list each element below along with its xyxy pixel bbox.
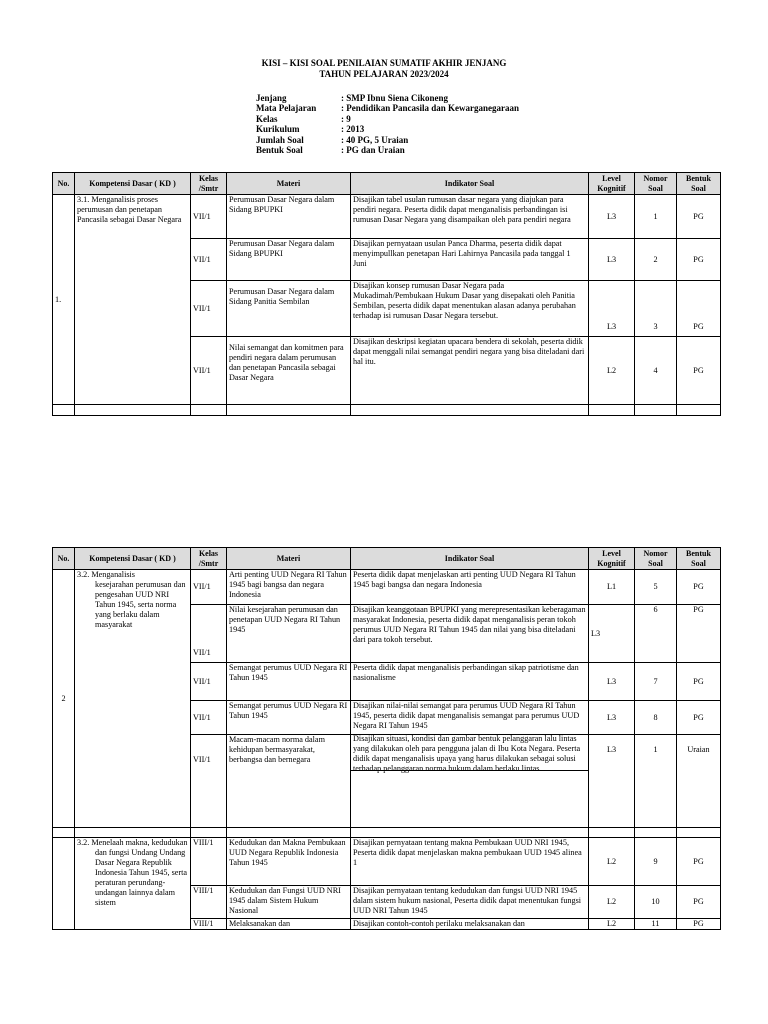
- kelas-cell: VII/1: [191, 570, 227, 605]
- level-cell: L2: [589, 838, 635, 886]
- indikator-cell: Peserta didik dapat menganalisis perbandingan sikap patriotisme dan nasionalisme: [351, 663, 589, 701]
- kd-cell: 3.1. Menganalisis proses perumusan dan penetapan Pancasila sebagai Dasar Negara: [75, 195, 191, 405]
- indikator-cell: Disajikan situasi, kondisi dan gambar bentuk pelanggaran lalu lintas yang dilakukan oleh para pengguna jalan di Ibu Kota Negara. Peserta didik dapat menganalisis upaya yang harus dilakukan sebagai solusi terhadap pelanggaran norma hukum dalam berlaku lintas.: [351, 771, 589, 828]
- info-value: : 40 PG, 5 Uraian: [341, 134, 409, 145]
- info-row-jenjang: [256, 93, 519, 103]
- nomor-cell: 11: [635, 919, 677, 930]
- info-label: Kurikulum: [256, 124, 300, 135]
- row-number: 2: [53, 570, 75, 828]
- nomor-cell: 10: [635, 886, 677, 919]
- materi-cell: Kedudukan dan Fungsi UUD NRI 1945 dalam Sistem Hukum Nasional: [227, 886, 351, 919]
- indikator-cell: Disajikan pernyataan tentang kedudukan dan fungsi UUD NRI 1945 dalam sistem hukum nasional, Peserta didik dapat menentukan fungsi UUD NRI Tahun 1945: [351, 886, 589, 919]
- info-value: : 9: [341, 113, 351, 124]
- level-cell: L1: [589, 570, 635, 605]
- table-header-row: [53, 548, 721, 570]
- info-label: Bentuk Soal: [256, 145, 303, 156]
- level-cell: L3: [589, 663, 635, 701]
- level-cell: L3: [589, 239, 635, 281]
- info-row-jumlah-soal: [256, 135, 519, 145]
- header-kelas: Kelas /Smtr: [191, 548, 227, 570]
- indikator-cell: Disajikan nilai-nilai semangat para perumus UUD Negara RI Tahun 1945, peserta didik dapat menganalisis semangat para perumus UUD Negara RI Tahun 1945: [351, 701, 589, 735]
- materi-cell: Nilai kesejarahan perumusan dan penetapan UUD Negara RI Tahun 1945: [227, 605, 351, 663]
- header-nomor: Nomor Soal: [635, 548, 677, 570]
- level-cell: L2: [589, 337, 635, 405]
- bentuk-cell: PG: [677, 838, 721, 886]
- kelas-cell: VIII/1: [191, 838, 227, 886]
- nomor-cell: 2: [635, 239, 677, 281]
- document-subtitle: TAHUN PELAJARAN 2023/2024: [319, 69, 449, 79]
- table-header-row: [53, 173, 721, 195]
- info-value: : 2013: [341, 124, 365, 135]
- indikator-cell: Disajikan konsep rumusan Dasar Negara pada Mukadimah/Pembukaan Hukum Dasar yang disepakati oleh Panitia Sembilan, peserta didik dapat menentukan alasan adanya perubahan terhadap isi rumusan Dasar Negara tersebut.: [351, 281, 589, 337]
- info-label: Jumlah Soal: [256, 134, 304, 145]
- header-kd: Kompetensi Dasar ( KD ): [75, 548, 191, 570]
- kelas-cell: VII/1: [191, 605, 227, 663]
- kelas-cell: VII/1: [191, 195, 227, 239]
- nomor-cell: 8: [635, 701, 677, 735]
- empty-row: [53, 405, 721, 416]
- kd-cell: [75, 570, 191, 828]
- indikator-cell: Disajikan pernyataan tentang makna Pembukaan UUD NRI 1945, Peserta didik dapat menjelaskan makna pembukaan UUD 1945 alinea 1: [351, 838, 589, 886]
- table-row: [53, 838, 721, 886]
- info-label: Mata Pelajaran: [256, 103, 317, 114]
- kelas-cell: VII/1: [191, 337, 227, 405]
- nomor-cell: 1: [635, 195, 677, 239]
- bentuk-cell: PG: [677, 281, 721, 337]
- header-no: No.: [53, 548, 75, 570]
- header-materi: Materi: [227, 548, 351, 570]
- header-kelas: Kelas /Smtr: [191, 173, 227, 195]
- identity-block: [256, 93, 519, 155]
- info-row-mapel: [256, 103, 519, 113]
- materi-cell: Nilai semangat dan komitmen para pendiri negara dalam perumusan dan penetapan Pancasila sebagai Dasar Negara: [227, 337, 351, 405]
- kelas-cell: VIII/1: [191, 919, 227, 930]
- nomor-cell: 5: [635, 570, 677, 605]
- kelas-cell: VIII/1: [191, 886, 227, 919]
- bentuk-cell: PG: [677, 337, 721, 405]
- header-materi: Materi: [227, 173, 351, 195]
- indikator-cell: Disajikan pernyataan usulan Panca Dharma, peserta didik dapat menyimpullkan penetapan Hari Lahirnya Pancasila pada tanggal 1 Juni: [351, 239, 589, 281]
- level-cell: L3: [589, 195, 635, 239]
- indikator-cell: Disajikan tabel usulan rumusan dasar negara yang diajukan para pendiri negara. Peserta didik dapat menganalisis perbandingan isi rumusan Dasar Negara yang disampaikan oleh para pendiri negara: [351, 195, 589, 239]
- bentuk-cell: PG: [677, 701, 721, 735]
- bentuk-cell: PG: [677, 605, 721, 663]
- materi-cell: Perumusan Dasar Negara dalam Sidang BPUPKI: [227, 195, 351, 239]
- info-row-bentuk-soal: [256, 145, 519, 155]
- row-number: 1.: [53, 195, 75, 405]
- info-value: : Pendidikan Pancasila dan Kewarganegaraan: [341, 103, 520, 114]
- level-cell: L3: [589, 605, 635, 663]
- bentuk-cell: PG: [677, 886, 721, 919]
- header-kd: Kompetensi Dasar ( KD ): [75, 173, 191, 195]
- bentuk-cell: PG: [677, 570, 721, 605]
- materi-cell: Arti penting UUD Negara RI Tahun 1945 bagi bangsa dan negara Indonesia: [227, 570, 351, 605]
- header-indikator: Indikator Soal: [351, 548, 589, 570]
- header-level: Level Kognitif: [589, 173, 635, 195]
- kelas-cell: VII/1: [191, 281, 227, 337]
- header-level: Level Kognitif: [589, 548, 635, 570]
- materi-cell: Macam-macam norma dalam kehidupan bermasyarakat, berbangsa dan bernegara: [227, 735, 351, 828]
- table-row: [53, 195, 721, 239]
- kelas-cell: VII/1: [191, 663, 227, 701]
- kd-rest: kesejarahan perumusan dan pengesahan UUD NRI Tahun 1945, serta norma yang berlaku dalam masyarakat: [95, 580, 186, 629]
- info-label: Kelas: [256, 113, 278, 124]
- level-cell: L3: [589, 735, 635, 828]
- row-number: [53, 838, 75, 930]
- materi-cell: Kedudukan dan Makna Pembukaan UUD Negara Republik Indonesia Tahun 1945: [227, 838, 351, 886]
- kelas-cell: VII/1: [191, 735, 227, 828]
- kd-first-line: 3.2. Menganalisis: [77, 570, 135, 579]
- level-cell: L2: [589, 886, 635, 919]
- info-row-kelas: [256, 114, 519, 124]
- info-value: : SMP Ibnu Siena Cikoneng: [341, 93, 449, 103]
- materi-cell: Semangat perumus UUD Negara RI Tahun 1945: [227, 701, 351, 735]
- indikator-cell: Disajikan keanggotaan BPUPKI yang merepresentasikan keberagaman masyarakat Indonesia, peserta didik dapat menganalisis peran tokoh perumus UUD Negara RI Tahun 1945 dan nilai yang bisa diteladani dari para tokoh tersebut.: [351, 605, 589, 663]
- header-bentuk: Bentuk Soal: [677, 173, 721, 195]
- nomor-cell: 7: [635, 663, 677, 701]
- document-title: KISI – KISI SOAL PENILAIAN SUMATIF AKHIR JENJANG: [261, 58, 507, 68]
- bentuk-cell: PG: [677, 663, 721, 701]
- header-bentuk: Bentuk Soal: [677, 548, 721, 570]
- materi-cell: Melaksanakan dan: [227, 919, 351, 930]
- table-row: [53, 570, 721, 605]
- indikator-cell: Disajikan deskripsi kegiatan upacara bendera di sekolah, peserta didik dapat menggali nilai semangat pendiri negara yang bisa diteladani dari hal itu.: [351, 337, 589, 405]
- indikator-cell: Disajikan contoh-contoh perilaku melaksanakan dan: [351, 919, 589, 930]
- level-cell: L3: [589, 701, 635, 735]
- empty-row: [53, 828, 721, 838]
- info-label: Jenjang: [256, 93, 287, 103]
- level-cell: L2: [589, 919, 635, 930]
- info-row-kurikulum: [256, 124, 519, 134]
- materi-cell: Semangat perumus UUD Negara RI Tahun 1945: [227, 663, 351, 701]
- kisi-table-1: [52, 172, 721, 416]
- header-no: No.: [53, 173, 75, 195]
- info-value: : PG dan Uraian: [341, 145, 405, 156]
- bentuk-cell: PG: [677, 239, 721, 281]
- kelas-cell: VII/1: [191, 701, 227, 735]
- nomor-cell: 3: [635, 281, 677, 337]
- materi-cell: Perumusan Dasar Negara dalam Sidang Panitia Sembilan: [227, 281, 351, 337]
- bentuk-cell: PG: [677, 919, 721, 930]
- kelas-cell: VII/1: [191, 239, 227, 281]
- level-cell: L3: [589, 281, 635, 337]
- header-indikator: Indikator Soal: [351, 173, 589, 195]
- nomor-cell: 6: [635, 605, 677, 663]
- bentuk-cell: PG: [677, 195, 721, 239]
- materi-cell: Perumusan Dasar Negara dalam Sidang BPUPKI: [227, 239, 351, 281]
- kd-cell: 3.2. Menelaah makna, kedudukan dan fungsi Undang Undang Dasar Negara Republik Indonesia Tahun 1945, serta peraturan perundang-undangan lainnya dalam sistem: [75, 838, 191, 930]
- nomor-cell: 9: [635, 838, 677, 886]
- nomor-cell: 4: [635, 337, 677, 405]
- header-nomor: Nomor Soal: [635, 173, 677, 195]
- bentuk-cell: Uraian: [677, 735, 721, 828]
- kisi-table-2: [52, 547, 721, 930]
- indikator-cell: Peserta didik dapat menjelaskan arti penting UUD Negara RI Tahun 1945 bagi bangsa dan negara Indonesia: [351, 570, 589, 605]
- nomor-cell: 1: [635, 735, 677, 828]
